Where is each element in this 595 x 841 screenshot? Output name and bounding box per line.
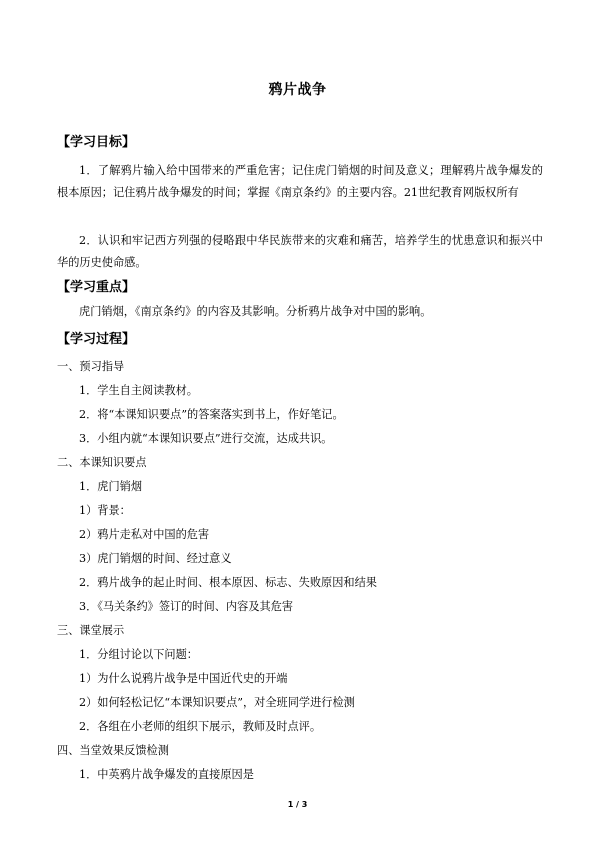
list-item: 3）虎门销烟的时间、经过意义: [79, 552, 232, 565]
list-item: 2．鸦片战争的起止时间、根本原因、标志、失败原因和结果: [79, 576, 377, 589]
list-item: 3．小组内就“本课知识要点”进行交流，达成共识。: [79, 432, 333, 445]
objectives-paragraph-1: 1．了解鸦片输入给中国带来的严重危害；记住虎门销烟的时间及意义；理解鸦片战争爆发的根本原因；记住鸦片战争爆发的时间；掌握《南京条约》的主要内容。21世纪教育网版权所有: [57, 164, 543, 199]
list-item: 3．《马关条约》签订的时间、内容及其危害: [79, 600, 294, 613]
page-title: 鸦片战争: [268, 82, 327, 98]
list-item: 1）为什么说鸦片战争是中国近代史的开端: [79, 672, 288, 685]
list-item: 1）背景：: [79, 504, 131, 517]
section-class-display: 三、课堂展示: [57, 624, 125, 637]
section-key-knowledge: 二、本课知识要点: [57, 456, 147, 469]
section-feedback-test: 四、当堂效果反馈检测: [57, 744, 169, 757]
section-preview-guide: 一、预习指导: [57, 360, 125, 373]
list-item: 1．虎门销烟: [79, 480, 143, 493]
list-item: 2）鸦片走私对中国的危害: [79, 528, 210, 541]
process-heading: 【学习过程】: [57, 332, 136, 347]
page-number: 1 / 3: [287, 800, 308, 809]
list-item: 1．中英鸦片战争爆发的直接原因是: [79, 768, 254, 781]
key-points-paragraph: 虎门销烟，《南京条约》的内容及其影响。分析鸦片战争对中国的影响。: [79, 305, 432, 318]
objectives-paragraph-2: 2．认识和牢记西方列强的侵略跟中华民族带来的灾难和痛苦，培养学生的忧患意识和振兴中华的历史使命感。: [57, 234, 543, 269]
list-item: 1．分组讨论以下问题：: [79, 648, 198, 661]
list-item: 1．学生自主阅读教材。: [79, 384, 198, 397]
list-item: 2．各组在小老师的组织下展示，教师及时点评。: [79, 720, 322, 733]
list-item: 2）如何轻松记忆“本课知识要点”，对全班同学进行检测: [79, 696, 355, 709]
key-points-heading: 【学习重点】: [57, 280, 136, 295]
objectives-heading: 【学习目标】: [57, 135, 136, 150]
list-item: 2．将“本课知识要点”的答案落实到书上，作好笔记。: [79, 408, 344, 421]
